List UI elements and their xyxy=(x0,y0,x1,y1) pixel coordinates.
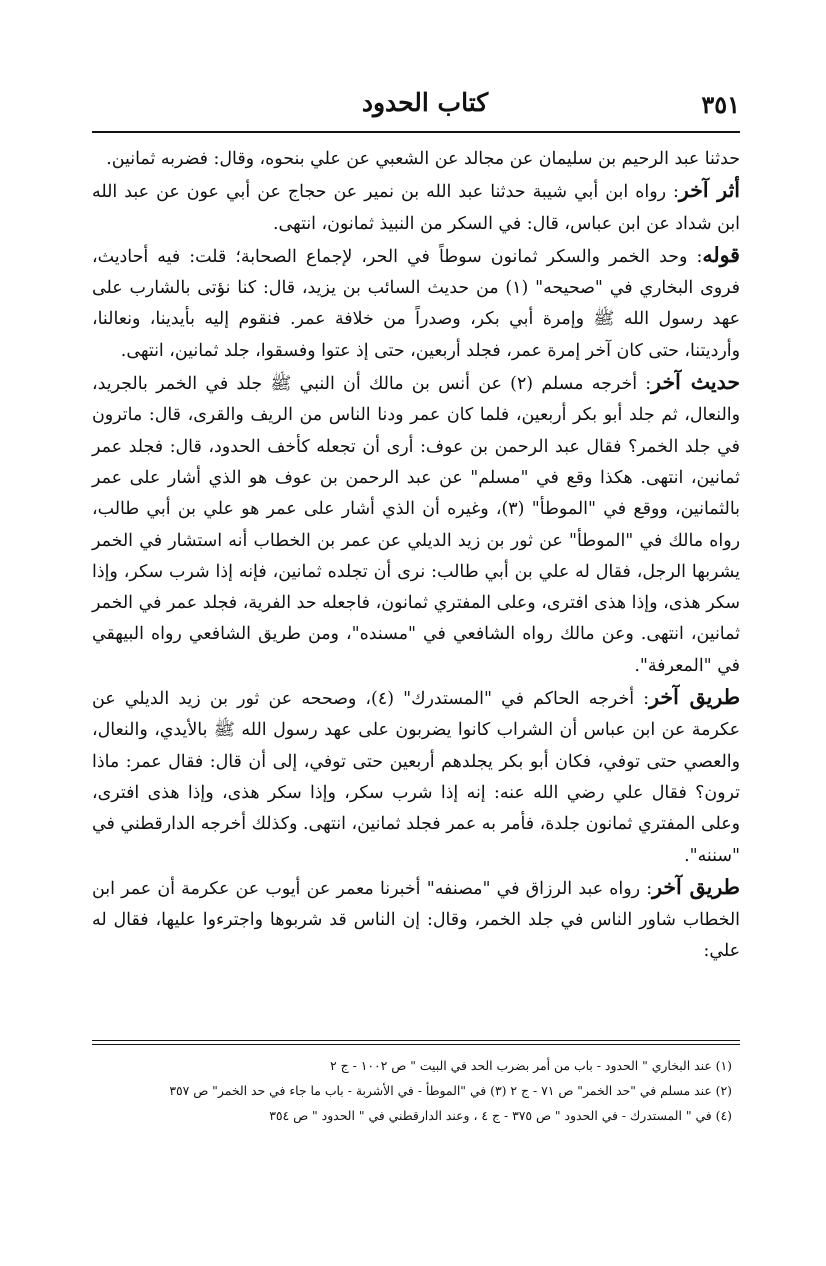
paragraph xyxy=(92,175,740,240)
paragraph-text: حدثنا عبد الرحيم بن سليمان عن مجالد عن الشعبي عن علي بنحوه، وقال: فضربه ثمانين. xyxy=(106,149,740,169)
paragraph xyxy=(92,682,740,872)
footnote: (١) عند البخاري " الحدود - باب من أمر بضرب الحد في البيت " ص ١٠٠٢ - ج ٢ xyxy=(330,1058,732,1073)
page-number: ٣٥١ xyxy=(701,90,740,119)
paragraph-text: : أخرجه مسلم (٢) عن أنس بن مالك أن النبي ﷺ جلد في الخمر بالجريد، والنعال، ثم جلد أبو بكر أربعين، فلما كان عمر ودنا الناس من الريف والقرى، قال: ماترون في جلد الخمر؟ فقال عبد الرحمن بن عوف: أرى أن تجعله كأخف الحدود، قال: فجلد عمر ثمانين، انتهى. هكذا وقع في "مسلم" عن عبد الرحمن بن عوف هو الذي أشار على عمر بالثمانين، ووقع في "الموطأ" (٣)، وغيره أن الذي أشار على عمر هو علي بن أبي طالب، رواه مالك في "الموطأ" عن ثور بن زيد الديلي عن عمر بن الخطاب أنه استشار في الخمر يشربها الرجل، فقال له علي بن أبي طالب: نرى أن تجلده ثمانين، فإنه إذا شرب سكر، وإذا سكر هذى، وإذا هذى افترى، وعلى المفتري ثمانون، فاجعله حد الفرية، فجلد عمر في الخمر ثمانين، انتهى. وعن مالك رواه الشافعي في "مسنده"، ومن طريق الشافعي رواه البيهقي في "المعرفة". xyxy=(92,374,740,676)
paragraph xyxy=(92,142,740,175)
page-header xyxy=(110,88,740,128)
footnote-rule-line xyxy=(92,1044,740,1045)
paragraph-text: : رواه ابن أبي شيبة حدثنا عبد الله بن نمير عن حجاج عن أبي عون عن عبد الله ابن شداد عن ابن عباس، قال: في السكر من النبيذ ثمانون، انتهى. xyxy=(92,182,740,234)
footnote-divider xyxy=(92,1040,740,1045)
footnote: (٢) عند مسلم في "حد الخمر" ص ٧١ - ج ٢ (٣) في "الموطأ - في الأشربة - باب ما جاء في حد الخمر" ص ٣٥٧ xyxy=(169,1083,732,1098)
running-title: كتاب الحدود xyxy=(361,88,489,117)
paragraph-text: : أخرجه الحاكم في "المستدرك" (٤)، وصححه عن ثور بن زيد الديلي عن عكرمة عن ابن عباس أن الشراب كانوا يضربون على عهد رسول الله ﷺ بالأيدي، والنعال، والعصي حتى توفي، فكان أبو بكر يجلدهم أربعين حتى توفي، إلى أن قال: فقال عمر: ماذا ترون؟ فقال علي رضي الله عنه: إنه إذا شرب سكر، وإذا سكر هذى، وإذا هذى افترى، وعلى المفتري ثمانون جلدة، فأمر به عمر فجلد ثمانين، انتهى. وكذلك أخرجه الدارقطني في "سننه". xyxy=(92,689,740,866)
paragraph-lead: طريق آخر xyxy=(649,685,741,710)
footnote: (٤) في " المستدرك - في الحدود " ص ٣٧٥ - ج ٤ ، وعند الدارقطني في " الحدود " ص ٣٥٤ xyxy=(269,1108,732,1123)
paragraph-lead: أثر آخر xyxy=(678,178,740,203)
paragraph xyxy=(92,872,740,968)
paragraph-text: : رواه عبد الرزاق في "مصنفه" أخبرنا معمر عن أيوب عن عكرمة أن عمر ابن الخطاب شاور الناس في جلد الخمر، وقال: إن الناس قد شربوها واجترءوا عليها، فقال له علي: xyxy=(92,878,740,962)
paragraph-lead: حديث آخر xyxy=(651,370,741,395)
paragraph-text: : وحد الخمر والسكر ثمانون سوطاً في الحر، لإجماع الصحابة؛ قلت: فيه أحاديث، فروى البخاري في "صحيحه" (١) من حديث السائب بن يزيد، قال: كنا نؤتى بالشارب على عهد رسول الله ﷺ وإمرة أبي بكر، وصدراً من خلافة عمر. فنقوم إليه بأيدينا، ونعالنا، وأرديتنا، حتى كان آخر إمرة عمر، فجلد أربعين، حتى إذ عتوا وفسقوا، جلد ثمانين، انتهى. xyxy=(92,246,740,361)
footnote-rule-line xyxy=(92,1040,740,1041)
paragraph xyxy=(92,367,740,682)
main-text xyxy=(92,142,740,968)
paragraph xyxy=(92,240,740,367)
footnotes xyxy=(92,1053,740,1128)
paragraph-lead: قوله xyxy=(702,242,740,267)
header-divider xyxy=(92,131,740,133)
paragraph-lead: طريق آخر xyxy=(652,874,740,899)
